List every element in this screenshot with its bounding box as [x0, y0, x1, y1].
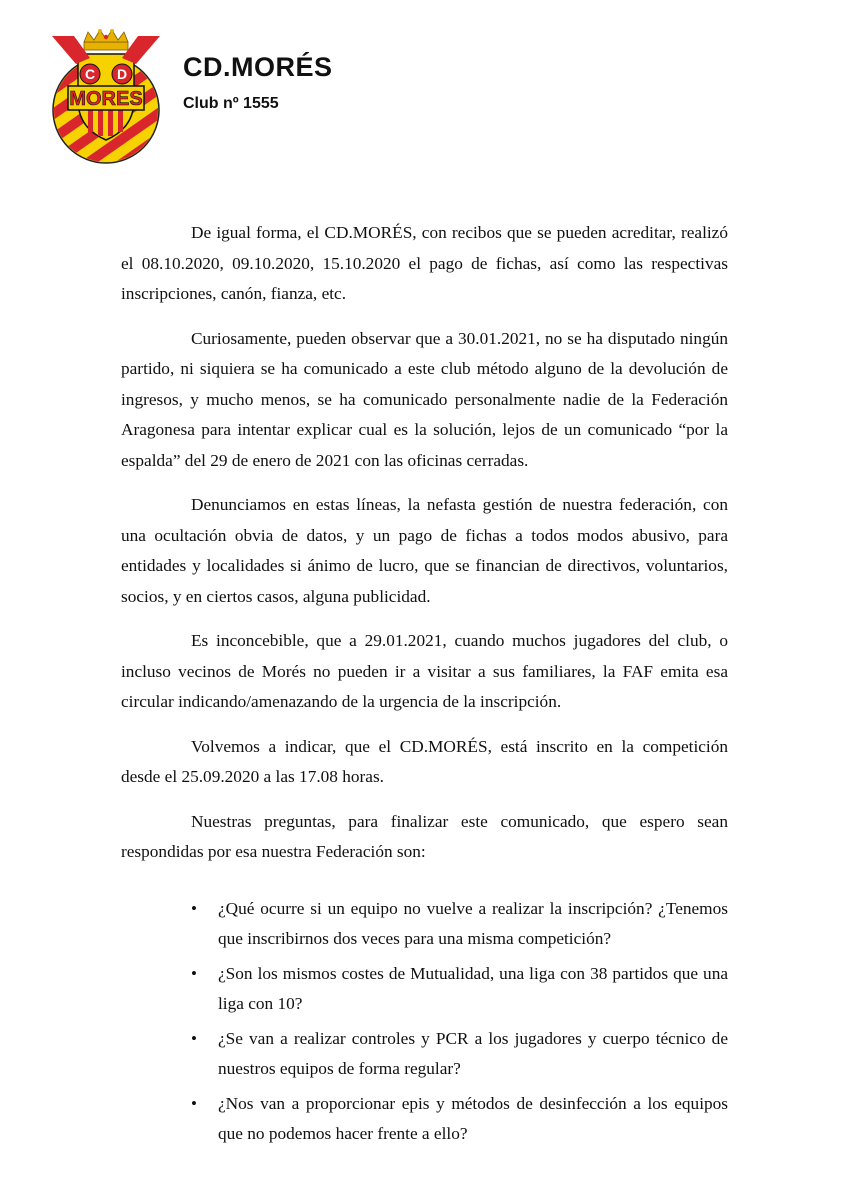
question-text: ¿Qué ocurre si un equipo no vuelve a realizar la inscripción? ¿Tenemos que inscribirnos dos veces para una misma competición? — [218, 898, 728, 948]
question-text: ¿Son los mismos costes de Mutualidad, una liga con 38 partidos que una liga con 10? — [218, 963, 728, 1013]
question-text: ¿Nos van a proporcionar epis y métodos de desinfección a los equipos que no podemos hacer frente a ello? — [218, 1093, 728, 1143]
list-item — [121, 1024, 728, 1085]
bullet-icon: • — [191, 1093, 197, 1113]
questions-list — [121, 894, 728, 1150]
list-item — [121, 959, 728, 1020]
logo-letter-c: C — [84, 66, 96, 82]
paragraph: Nuestras preguntas, para finalizar este comunicado, que espero sean respondidas por esa nuestra Federación son: — [121, 811, 728, 861]
paragraph: De igual forma, el CD.MORÉS, con recibos que se pueden acreditar, realizó el 08.10.2020, 09.10.2020, 15.10.2020 el pago de fichas, así como las respectivas inscripciones, canón, fianza, etc. — [121, 223, 728, 303]
paragraph: Es inconcebible, que a 29.01.2021, cuando muchos jugadores del club, o incluso vecinos de Morés no pueden ir a visitar a sus familiares, la FAF emita esa circular indicando/amenazando de la urgencia de la inscripción. — [121, 631, 728, 711]
question-text: ¿Se van a realizar controles y PCR a los jugadores y cuerpo técnico de nuestros equipos de forma regular? — [218, 1028, 728, 1078]
logo-word-mores: MORES — [69, 88, 143, 110]
paragraph: Denunciamos en estas líneas, la nefasta gestión de nuestra federación, con una ocultación obvia de datos, y un pago de fichas a todos modos abusivo, para entidades y localidades si ánimo de lucro, que se financian de directivos, voluntarios, socios, y en ciertos casos, alguna publicidad. — [121, 495, 728, 606]
club-crest-logo — [46, 28, 166, 168]
paragraph: Curiosamente, pueden observar que a 30.01.2021, no se ha disputado ningún partido, ni siquiera se ha comunicado a este club método alguno de la devolución de ingresos, y mucho menos, se ha comunicado personalmente nadie de la Federación Aragonesa para intentar explicar cual es la solución, lejos de un comunicado “por la espalda” del 29 de enero de 2021 con las oficinas cerradas. — [121, 328, 728, 470]
club-name: CD.MORÉS — [183, 52, 333, 82]
letter-body — [121, 218, 728, 1154]
paragraph: Volvemos a indicar, que el CD.MORÉS, está inscrito en la competición desde el 25.09.2020 a las 17.08 horas. — [121, 736, 728, 786]
crown-icon — [84, 29, 128, 50]
bullet-icon: • — [191, 963, 197, 983]
list-item — [121, 1089, 728, 1150]
list-item — [121, 894, 728, 955]
logo-letter-d: D — [116, 66, 128, 82]
bullet-icon: • — [191, 1028, 197, 1048]
bullet-icon: • — [191, 898, 197, 918]
club-number: Club nº 1555 — [183, 95, 279, 112]
